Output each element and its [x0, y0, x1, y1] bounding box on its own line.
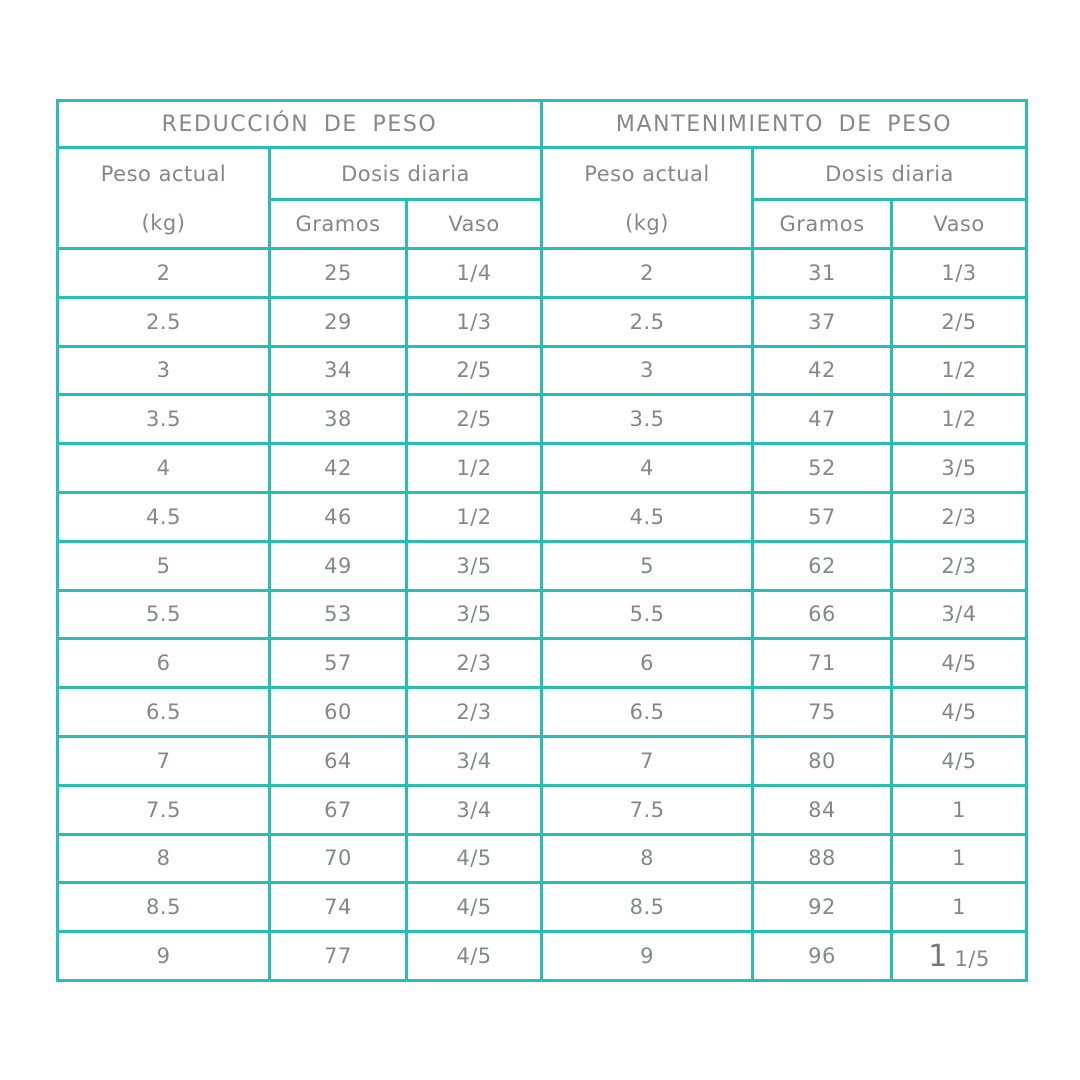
grams-cell: 60 [270, 688, 407, 737]
grams-cell: 42 [270, 444, 407, 493]
weight-cell: 7 [542, 736, 753, 785]
grams-cell: 71 [753, 639, 892, 688]
weight-cell: 6 [58, 639, 270, 688]
grams-cell: 37 [753, 297, 892, 346]
weight-cell: 3.5 [58, 395, 270, 444]
weight-cell: 9 [58, 932, 270, 981]
grams-cell: 53 [270, 590, 407, 639]
grams-cell: 29 [270, 297, 407, 346]
table-row [58, 639, 1027, 688]
weight-cell: 5 [58, 541, 270, 590]
weight-cell: 2 [542, 249, 753, 298]
cup-cell: 1 [892, 883, 1027, 932]
header-current-weight-left-unit: (kg) [141, 210, 186, 235]
grams-cell: 57 [270, 639, 407, 688]
weight-cell: 3.5 [542, 395, 753, 444]
table-row [58, 834, 1027, 883]
header-current-weight-right-unit: (kg) [625, 210, 669, 235]
weight-cell: 2 [58, 249, 270, 298]
grams-cell: 70 [270, 834, 407, 883]
weight-cell: 5.5 [58, 590, 270, 639]
table-row [58, 444, 1027, 493]
grams-cell: 42 [753, 346, 892, 395]
cup-cell: 1 [892, 785, 1027, 834]
grams-cell: 88 [753, 834, 892, 883]
weight-cell: 4 [58, 444, 270, 493]
grams-cell: 62 [753, 541, 892, 590]
table-row [58, 736, 1027, 785]
cup-cell: 2/5 [407, 395, 542, 444]
grams-cell: 25 [270, 249, 407, 298]
weight-cell: 6.5 [58, 688, 270, 737]
grams-cell: 52 [753, 444, 892, 493]
weight-cell: 8 [542, 834, 753, 883]
cup-cell: 4/5 [407, 932, 542, 981]
grams-cell: 84 [753, 785, 892, 834]
grams-cell: 77 [270, 932, 407, 981]
table-row [58, 395, 1027, 444]
table-row [58, 883, 1027, 932]
weight-cell: 3 [58, 346, 270, 395]
big-number: 1 [928, 938, 948, 974]
cup-cell: 1/2 [892, 395, 1027, 444]
section-title-weight-maintenance: MANTENIMIENTO DE PESO [542, 101, 1027, 148]
cup-cell: 3/5 [407, 590, 542, 639]
weight-cell: 2.5 [542, 297, 753, 346]
cup-cell: 3/4 [892, 590, 1027, 639]
cup-cell: 3/5 [407, 541, 542, 590]
table-row [58, 297, 1027, 346]
cup-cell: 2/3 [407, 688, 542, 737]
table-row [58, 492, 1027, 541]
weight-cell: 7.5 [542, 785, 753, 834]
header-grams-left: Gramos [270, 200, 407, 249]
dosing-table [56, 99, 1028, 982]
header-current-weight-right [542, 148, 753, 249]
grams-cell: 49 [270, 541, 407, 590]
cup-cell: 4/5 [892, 639, 1027, 688]
section-title-weight-reduction: REDUCCIÓN DE PESO [58, 101, 542, 148]
cup-cell: 1 [892, 834, 1027, 883]
cup-cell: 1/2 [407, 444, 542, 493]
header-daily-dose-left: Dosis diaria [270, 148, 542, 200]
header-current-weight-right-label: Peso actual [584, 161, 710, 186]
weight-cell: 2.5 [58, 297, 270, 346]
grams-cell: 67 [270, 785, 407, 834]
grams-cell: 92 [753, 883, 892, 932]
weight-cell: 4 [542, 444, 753, 493]
weight-cell: 8.5 [58, 883, 270, 932]
header-cup-right: Vaso [892, 200, 1027, 249]
cup-cell: 1/3 [892, 249, 1027, 298]
cup-cell: 2/5 [407, 346, 542, 395]
grams-cell: 66 [753, 590, 892, 639]
cup-cell: 1/2 [407, 492, 542, 541]
table-row [58, 590, 1027, 639]
section-title-row [58, 101, 1027, 148]
cup-cell: 4/5 [407, 834, 542, 883]
weight-cell: 7 [58, 736, 270, 785]
weight-cell: 5 [542, 541, 753, 590]
cup-cell: 2/5 [892, 297, 1027, 346]
header-current-weight-left [58, 148, 270, 249]
cup-cell: 2/3 [407, 639, 542, 688]
grams-cell: 47 [753, 395, 892, 444]
table-row [58, 249, 1027, 298]
grams-cell: 75 [753, 688, 892, 737]
weight-cell: 9 [542, 932, 753, 981]
table-body [58, 249, 1027, 981]
weight-cell: 8.5 [542, 883, 753, 932]
cup-cell: 3/4 [407, 736, 542, 785]
table-row [58, 346, 1027, 395]
weight-cell: 8 [58, 834, 270, 883]
cup-cell: 3/5 [892, 444, 1027, 493]
table-row [58, 541, 1027, 590]
table-row [58, 932, 1027, 981]
cup-cell: 1/2 [892, 346, 1027, 395]
weight-cell: 7.5 [58, 785, 270, 834]
grams-cell: 31 [753, 249, 892, 298]
table-row [58, 688, 1027, 737]
grams-cell: 46 [270, 492, 407, 541]
weight-cell: 6 [542, 639, 753, 688]
cup-cell: 4/5 [892, 688, 1027, 737]
cup-cell: 2/3 [892, 541, 1027, 590]
grams-cell: 34 [270, 346, 407, 395]
grams-cell: 38 [270, 395, 407, 444]
weight-cell: 3 [542, 346, 753, 395]
cup-cell: 1 1/5 [892, 932, 1027, 981]
header-grams-right: Gramos [753, 200, 892, 249]
header-cup-left: Vaso [407, 200, 542, 249]
header-daily-dose-right: Dosis diaria [753, 148, 1027, 200]
cup-cell: 4/5 [407, 883, 542, 932]
cup-cell: 4/5 [892, 736, 1027, 785]
grams-cell: 96 [753, 932, 892, 981]
cup-cell: 2/3 [892, 492, 1027, 541]
table-row [58, 785, 1027, 834]
cup-cell: 3/4 [407, 785, 542, 834]
cup-cell: 1/4 [407, 249, 542, 298]
weight-cell: 6.5 [542, 688, 753, 737]
grams-cell: 64 [270, 736, 407, 785]
weight-cell: 5.5 [542, 590, 753, 639]
header-row-1 [58, 148, 1027, 200]
grams-cell: 74 [270, 883, 407, 932]
grams-cell: 80 [753, 736, 892, 785]
weight-cell: 4.5 [542, 492, 753, 541]
weight-cell: 4.5 [58, 492, 270, 541]
cup-cell: 1/3 [407, 297, 542, 346]
grams-cell: 57 [753, 492, 892, 541]
header-current-weight-left-label: Peso actual [100, 161, 227, 186]
